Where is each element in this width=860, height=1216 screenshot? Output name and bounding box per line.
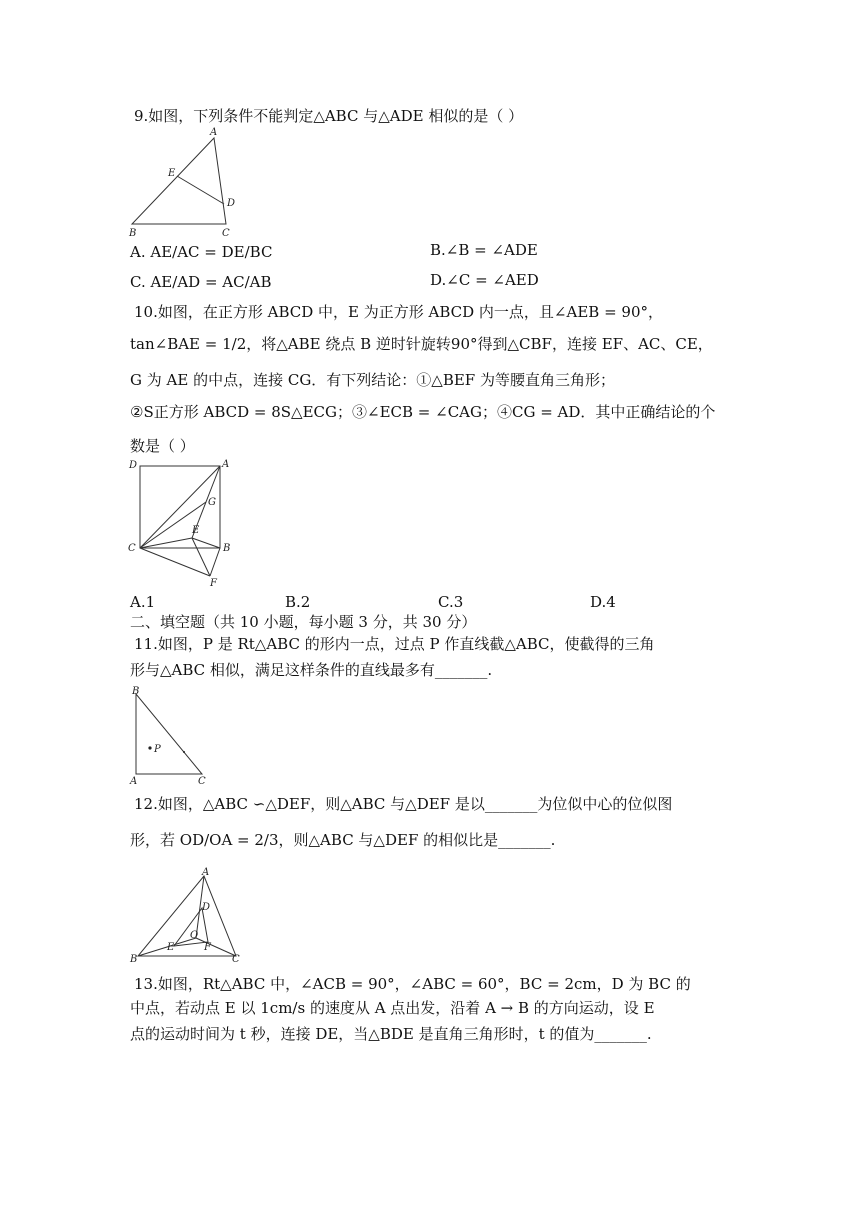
label-f: F <box>204 942 211 953</box>
label-a: A <box>202 867 210 878</box>
label-e: E <box>167 942 175 953</box>
q11-figure <box>126 686 216 786</box>
label-c: C <box>128 543 136 554</box>
triangle-abc <box>136 694 202 774</box>
label-a: A <box>222 459 230 470</box>
label-c: C <box>232 954 240 965</box>
label-d: D <box>227 198 236 209</box>
label-c: C <box>222 228 230 236</box>
label-b: B <box>129 228 137 236</box>
q9-option-a: A. AE/AC = DE/BC <box>130 243 273 261</box>
q10-line-3: G 为 AE 的中点，连接 CG．有下列结论：①△BEF 为等腰直角三角形； <box>130 371 615 389</box>
q9-stem: 9.如图，下列条件不能判定△ABC 与△ADE 相似的是（ ） <box>134 107 524 125</box>
label-o: O <box>190 930 199 941</box>
q10-figure <box>126 456 246 586</box>
q9-figure <box>126 126 246 236</box>
q10-line-5: 数是（ ） <box>130 437 195 455</box>
point-p <box>148 746 151 749</box>
label-a: A <box>210 127 218 138</box>
q11-line-2: 形与△ABC 相似，满足这样条件的直线最多有_______. <box>130 661 493 679</box>
label-d: D <box>202 902 211 913</box>
q10-option-a: A.1 <box>130 593 156 611</box>
label-g: G <box>208 497 216 508</box>
q10-option-b: B.2 <box>285 593 311 611</box>
q12-line-1: 12.如图，△ABC ∽△DEF，则△ABC 与△DEF 是以_______为位似中心的位似图 <box>134 795 673 813</box>
label-f: F <box>210 578 217 586</box>
label-b: B <box>223 543 231 554</box>
label-p: P <box>154 744 161 755</box>
q13-line-3: 点的运动时间为 t 秒，连接 DE，当△BDE 是直角三角形时，t 的值为_______. <box>130 1025 652 1043</box>
triangle-abc <box>132 138 226 224</box>
q13-line-1: 13.如图，Rt△ABC 中，∠ACB = 90°，∠ABC = 60°，BC = 2cm，D 为 BC 的 <box>134 975 691 993</box>
q13-line-2: 中点，若动点 E 以 1cm/s 的速度从 A 点出发，沿着 A → B 的方向运动，设 E <box>130 999 655 1017</box>
q11-line-1: 11.如图，P 是 Rt△ABC 的形内一点，过点 P 作直线截△ABC，使截得的三角 <box>134 635 655 653</box>
q10-line-1: 10.如图，在正方形 ABCD 中，E 为正方形 ABCD 内一点，且∠AEB = 90°， <box>134 303 663 321</box>
segment-cf <box>140 548 210 576</box>
q10-option-d: D.4 <box>590 593 616 611</box>
label-b: B <box>130 954 138 965</box>
label-c: C <box>198 776 206 786</box>
q10-option-c: C.3 <box>438 593 464 611</box>
label-d: D <box>129 460 138 471</box>
q12-line-2: 形，若 OD/OA = 2/3，则△ABC 与△DEF 的相似比是_______. <box>130 831 556 849</box>
point-mark <box>183 751 185 753</box>
label-e: E <box>192 525 200 536</box>
q12-figure <box>126 866 256 966</box>
label-b: B <box>132 686 140 697</box>
q9-option-b: B.∠B = ∠ADE <box>430 241 538 259</box>
q9-option-d: D.∠C = ∠AED <box>430 271 539 289</box>
label-e: E <box>168 168 176 179</box>
q9-option-c: C. AE/AD = AC/AB <box>130 273 272 291</box>
segment-bf <box>210 548 220 576</box>
q10-line-2: tan∠BAE = 1/2，将△ABE 绕点 B 逆时针旋转90°得到△CBF，连接 EF、AC、CE， <box>130 335 713 353</box>
label-a: A <box>130 776 138 786</box>
segment-ed <box>177 176 224 204</box>
section-2-heading: 二、填空题（共 10 小题，每小题 3 分，共 30 分） <box>130 613 477 631</box>
q10-line-4: ②S正方形 ABCD = 8S△ECG；③∠ECB = ∠CAG；④CG = AD．其中正确结论的个 <box>130 403 716 421</box>
